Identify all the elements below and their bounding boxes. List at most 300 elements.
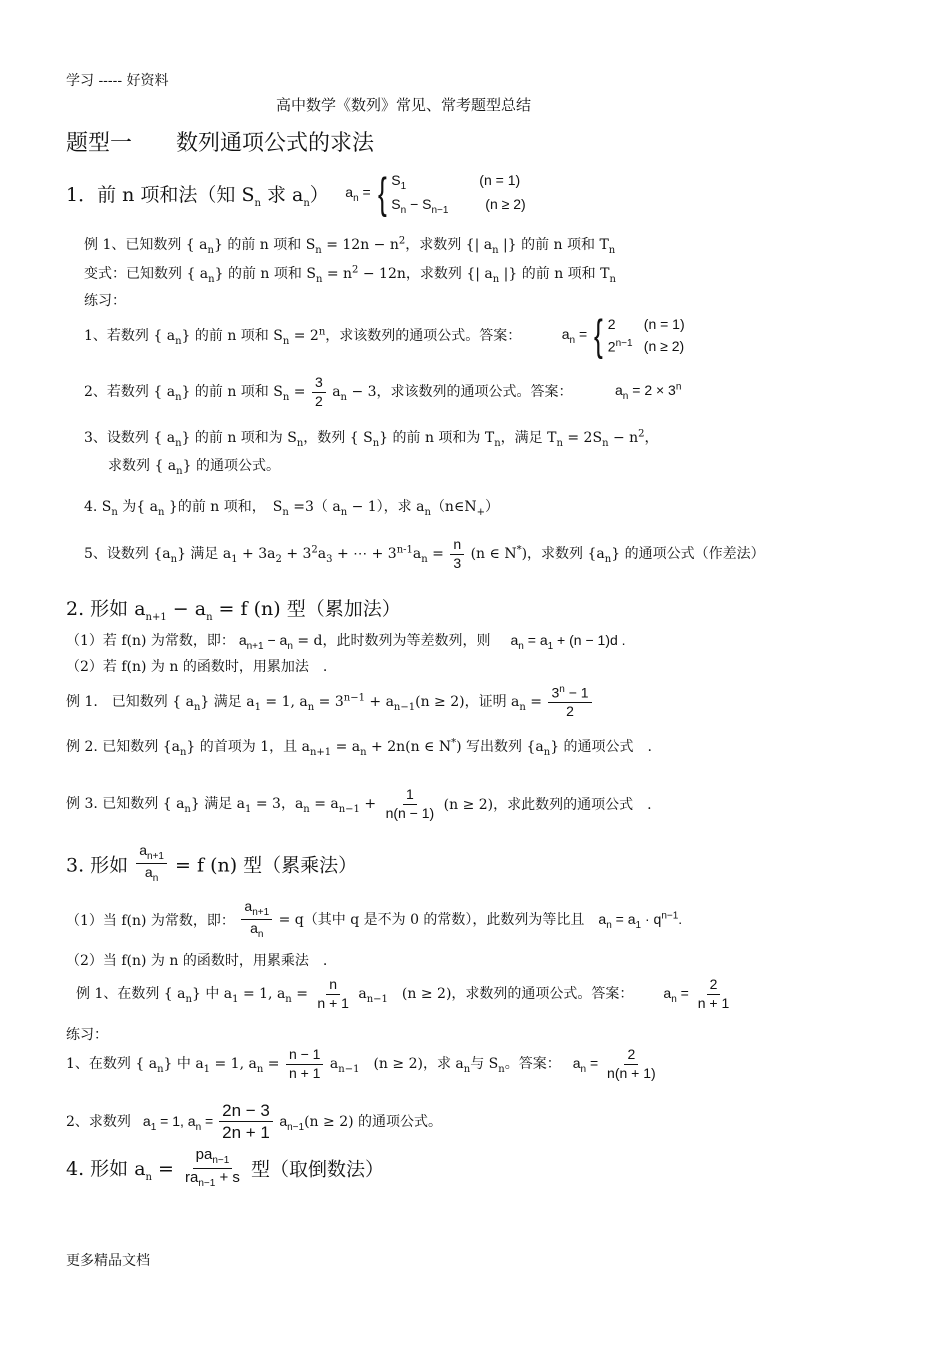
page-title: 高中数学《数列》常见、常考题型总结 [276,96,532,114]
t: n−1 [431,205,449,217]
t: (n ∈ N [470,546,517,563]
t: n [193,702,201,714]
t [329,1055,603,1075]
answer-fraction [695,976,733,1012]
case-cond: (n ≥ 2) [643,337,685,354]
case-value [391,170,479,194]
t: n+1 [145,611,167,623]
numerator [241,898,272,920]
t: + 3a [237,546,276,563]
t: n [157,1063,164,1075]
t: } 满足 a [177,546,232,563]
practice-1-text [84,326,522,347]
t: a [142,1112,151,1129]
answer [615,381,682,403]
t: n [400,205,407,217]
t: = [586,1055,603,1072]
numerator: n [326,976,340,995]
t: = 2 [289,328,319,345]
t: = a [523,632,548,648]
t: } 的首项为 1，且 a [186,739,310,755]
t: 型（取倒数法） [250,1158,384,1181]
formula-an-cases: $a_n$ = [345,184,375,205]
t: n−1 [198,1177,216,1189]
t: 2. 形如 a [66,598,146,620]
t: 3 [551,684,560,701]
t: n [170,553,178,565]
t: pa [195,1146,213,1163]
t: 2 [607,338,616,355]
denominator: n(n − 1) [385,804,435,821]
method-2-example-3 [66,786,652,822]
t: n [318,326,326,338]
brace-glyph: { [594,311,603,361]
t: a [244,898,253,914]
t: = 1, a [260,694,308,711]
method-3-example-1 [76,976,734,1012]
t: n [608,244,616,256]
t [358,985,693,1005]
numerator: 3 [312,374,326,393]
t [598,910,683,931]
t [84,384,310,403]
t: n [254,197,261,209]
t: n [360,746,367,758]
t: + [359,796,381,813]
t: S [391,172,401,188]
cases-brace [375,170,526,219]
t: n [519,702,526,714]
method-2-case-2: （2）若 f(n) 为 n 的函数时，用累加法 . [66,659,328,675]
numerator: n − 1 [286,1046,324,1065]
denominator [247,920,266,941]
t: n [175,437,182,449]
t: }的前 n 项和， S [164,499,283,515]
t: n−1 [338,1063,360,1075]
t: n [303,803,310,815]
numerator [548,684,591,703]
practice-5 [84,536,765,572]
t: ， [644,430,659,446]
t: 例 1、已知数列 { a [84,237,208,253]
t: ，数列 { S [303,430,373,446]
t: （1）若 f(n) 为常数，即： [66,633,235,649]
t [84,544,449,565]
numerator [193,1146,233,1169]
t: 4. 形如 a [66,1157,146,1180]
t: n [285,993,292,1005]
t: n [424,506,431,518]
t: n [296,437,304,449]
denominator: n(n + 1) [607,1064,656,1081]
t: − a [263,632,288,648]
t: n [303,197,310,209]
t [332,384,573,403]
t: a [238,632,247,648]
t [279,1112,305,1133]
fraction [383,786,438,822]
t: n−1 [287,1121,305,1133]
fraction [136,842,167,886]
t: = 3 [314,694,344,711]
t: n [206,611,213,623]
t: n−1 [338,803,360,815]
t [510,632,626,652]
t: } 的前 n 项和为 T [379,430,495,446]
t: 1、若数列 { a [84,328,176,345]
t: n [287,640,293,652]
t: n [315,273,323,285]
numerator: 2 [624,1046,638,1065]
t: n [185,993,192,1005]
case-1 [391,170,525,194]
t: n [175,391,182,403]
answer-cases [591,311,685,361]
t: n [569,334,576,346]
t: 3、设数列 { a [84,430,176,446]
denominator [182,1169,243,1191]
t: n [208,273,215,285]
t: − a [166,598,207,620]
t: n [602,437,609,449]
t: n [492,244,499,256]
method-3-practice-label: 练习： [66,1027,108,1043]
t: 例 1. 已知数列 { a [66,694,194,711]
numerator: n [450,536,464,555]
case-1 [608,314,685,336]
t: n [556,437,563,449]
method-4-heading [66,1146,384,1190]
fraction [548,684,591,721]
t: n−1 [393,702,416,714]
t: (n ≥ 2)，求 a [359,1056,464,1073]
t: a [250,920,258,937]
t: a [510,632,519,648]
t: = n [322,266,353,282]
fraction [286,1046,324,1082]
t: 1 [245,803,252,815]
case-cond: (n ≥ 2) [485,196,526,213]
method-3-heading [66,842,357,886]
t: ，求该数列的通项公式。答案： [325,328,522,345]
t: ） [309,183,329,206]
t: n [158,506,165,518]
t: n [372,437,380,449]
t: 2 [638,428,645,440]
t: − 1 [564,684,589,701]
t: = [152,1157,180,1180]
t: (n ≥ 2)，求此数列的通项公式 . [443,797,652,813]
t: ) 写出数列 {a [456,739,544,755]
t: = 1, a [156,1112,196,1129]
t: n [559,684,565,695]
t: a [144,864,153,881]
t: n [580,1063,587,1075]
t: a [279,1112,288,1129]
t: = [291,986,313,1003]
t [66,1157,180,1183]
t [470,544,765,565]
t: a [561,326,570,343]
t: S [391,196,401,213]
t: n [494,437,501,449]
t: n−1 [615,337,633,349]
method-3-practice-2 [66,1100,442,1144]
t: } 中 a [163,1056,204,1073]
practice-3 [84,427,659,449]
t: 5、设数列 {a [84,546,171,563]
t: = [201,1112,218,1129]
t: + [476,506,485,518]
t: n [184,803,191,815]
t: n [175,335,182,347]
t: 1 [254,702,261,714]
fraction [241,898,272,942]
t: } 的通项公式。 [182,458,280,474]
t: · q [641,910,662,927]
t: = [525,694,547,711]
fraction [314,976,352,1012]
t: 1 [231,553,238,565]
t: } 中 a [191,986,233,1003]
t: − 1），求 a [347,499,425,515]
t: n [421,553,428,565]
fraction [219,1100,273,1144]
t: 1．前 n 项和法（知 S [66,183,255,206]
case-cond: (n = 1) [643,316,685,332]
t [235,632,293,652]
t: n [179,746,187,758]
t: n+1 [252,906,270,918]
t: 2、求数列 [66,1113,131,1130]
section-title-1: 题型一 数列通项公式的求法 [66,131,375,156]
case-2 [391,194,525,218]
fraction [182,1146,243,1190]
t: − 3，求该数列的通项公式。答案： [347,384,573,401]
t: 为{ a [117,499,159,515]
method-2-heading [66,594,401,623]
denominator: n + 1 [288,1064,321,1081]
method-1-heading [66,170,526,219]
t: 2 [352,264,359,276]
t: = 12n − n [321,237,399,253]
t: ） [484,499,499,515]
t: n-1 [396,544,413,556]
numerator: 1 [403,786,417,805]
practice-4 [84,496,499,518]
t: 例 2. 已知数列 {a [66,739,180,755]
page-header: 学习 ----- 好资料 [66,73,169,89]
t: 1 [635,919,642,931]
t: (n ≥ 2)，求数列的通项公式。答案： [387,986,634,1003]
denominator [142,864,161,885]
practice-3-line2 [108,455,280,477]
t: n+1 [246,640,264,652]
t: n [282,335,290,347]
t: ，求数列 {| a [405,237,493,253]
t: a [412,546,422,563]
method-3-practice-1 [66,1046,661,1082]
t: n [353,193,359,205]
t: = [289,384,310,401]
t: 3 [326,553,333,565]
t: = f (n) 型（累加法） [212,598,401,620]
t: 2、若数列 { a [84,384,176,401]
t: = [263,1056,284,1073]
t: n [282,391,290,403]
t: 1 [232,993,239,1005]
t: = [676,985,693,1002]
t: n [282,506,289,518]
method-2-case-1 [66,630,626,652]
t: 2 [275,553,282,565]
t: 1、在数列 { a [66,1056,158,1073]
t: } 的通项公式（作差法） [611,546,765,563]
case-2 [608,336,685,358]
t: 例 3. 已知数列 { a [66,796,185,813]
t [663,985,693,1005]
t: } 的前 n 项和为 S [181,430,297,446]
t: n [671,993,677,1005]
t: n [340,506,348,518]
t: n [111,506,118,518]
t: = d，此时数列为等差数列，则 [292,633,491,649]
t: + (n − 1)d . [553,632,626,648]
t: + s [215,1168,240,1186]
numerator: 2 [707,976,721,995]
t: n+1 [309,746,332,758]
practice-1 [84,311,685,361]
t: n [604,553,612,565]
t: n [207,244,214,256]
numerator: 2n − 3 [219,1100,273,1122]
denominator: 2 [314,392,323,409]
t: 1 [547,640,554,652]
t: a [572,1055,581,1072]
t: a [139,842,148,858]
t: ra [185,1168,199,1186]
t: = 2 × 3 [628,382,676,399]
t [278,910,683,931]
t: 2 [311,544,318,556]
t: ，满足 T [500,430,557,446]
t: n [622,391,629,403]
t: 1 [400,180,407,192]
t: + ⋯ + 3 [332,546,397,563]
t [76,986,313,1005]
t [66,692,547,714]
t: n [543,746,551,758]
t: = q（其中 q 是不为 0 的常数），此数列为等比且 [278,911,585,928]
t [279,1112,443,1133]
t: + 3 [281,546,312,563]
t: } 满足 a [190,796,246,813]
t: n+1 [147,850,164,862]
t: n [256,1063,264,1075]
t: (n ≥ 2)，证明 a [415,694,520,711]
t: } 的前 n 项和 S [181,328,283,345]
t: . [678,910,683,927]
method-3-case-2: （2）当 f(n) 为 n 的函数时，用累乘法 . [66,953,328,969]
t: （n∈N [430,499,477,515]
t: * [451,737,457,749]
t: （1）当 f(n) 为常数，即： [66,912,235,929]
t: n [145,1171,152,1183]
t: * [516,544,522,556]
t: 1 [150,1121,157,1133]
t: 变式：已知数列 { a [84,266,209,282]
fraction [312,374,326,410]
t: n−1 [212,1155,230,1166]
t [66,1112,218,1133]
t: = a [331,739,361,755]
case-value: 2 [607,316,616,332]
t: a [615,382,623,399]
t: 与 S [470,1056,499,1073]
t [66,1056,284,1075]
practice-2 [84,374,681,410]
t: 例 1、在数列 { a [76,986,186,1003]
numerator [136,842,167,864]
denominator: n + 1 [317,994,349,1011]
t: |} 的前 n 项和 T [499,266,610,282]
t: } 的前 n 项和 S [213,237,316,253]
t [142,1112,218,1133]
t: n−1 [343,692,365,704]
t [572,1055,603,1075]
method-1-label [66,183,329,209]
t: = 1, a [238,986,286,1003]
denominator: 2 [566,703,574,720]
t: − 12n，求数列 {| a [358,266,493,282]
answer-lhs: $a_n$ = [561,326,592,346]
t: |} 的前 n 项和 T [498,237,609,253]
case-cond: (n = 1) [479,172,521,188]
fraction [450,536,464,572]
t: n [257,929,264,941]
t: n [498,1063,505,1075]
t: + a [364,694,394,711]
method-2-example-2 [66,736,652,758]
t: (n ≥ 2) 的通项公式。 [304,1113,443,1130]
t: n [195,1121,202,1133]
t: 3. 形如 [66,854,129,877]
t: n [176,465,183,477]
cases [608,314,685,358]
t: 1 [203,1063,211,1075]
t: 。答案： [504,1056,561,1073]
t: n [307,702,315,714]
t: = 3，a [251,796,304,813]
t: = 1, a [210,1056,257,1073]
t: n−1 [661,910,679,922]
t: 2 [398,235,406,247]
t: 4. S [84,499,112,515]
t: n [463,1063,471,1075]
example-1 [84,234,615,256]
t [66,796,381,815]
t: n [152,873,159,885]
t: } 的前 n 项和 S [181,384,283,401]
t: = a [611,910,636,927]
answer-fraction [604,1046,659,1082]
page-footer: 更多精品文档 [66,1253,150,1269]
t: =3（ a [288,499,341,515]
denominator: 2n + 1 [222,1123,270,1143]
t: a [358,986,367,1003]
t: − n [608,430,639,446]
t: n [518,640,524,652]
